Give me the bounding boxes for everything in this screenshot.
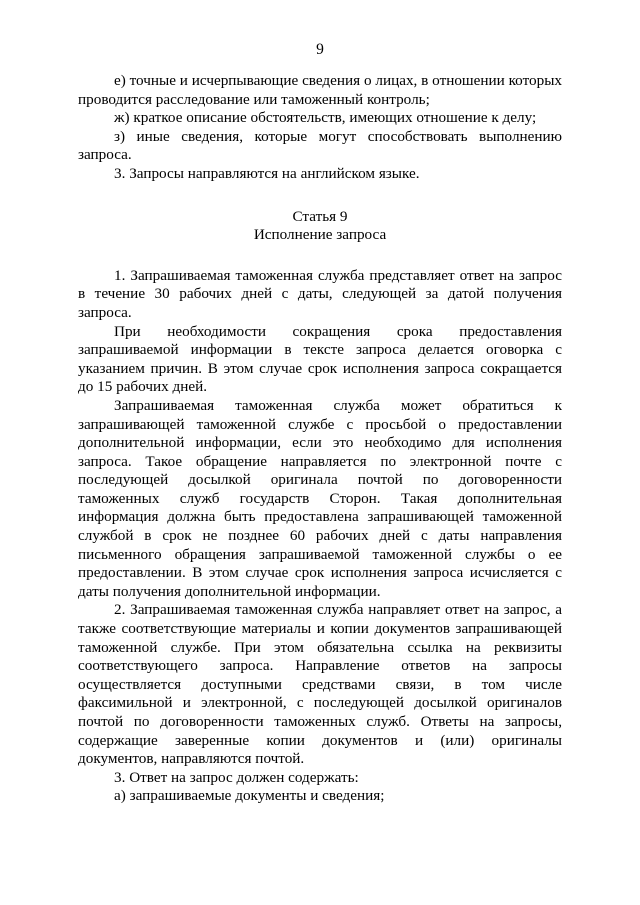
paragraph-item-z: з) иные сведения, которые могут способствовать выполнению запроса. (78, 127, 562, 164)
page-number: 9 (316, 41, 324, 58)
document-body (78, 72, 562, 806)
paragraph-additional-information: Запрашиваемая таможенная служба может обратиться к запрашивающей таможенной службе с просьбой о предоставлении дополнительной информации, если это необходимо для исполнения запроса. Такое обращение направляется по электронной почте с последующей досылкой оригинала почтой по договоренности таможенных служб государств Сторон. Такая дополнительная информация должна быть предоставлена запрашивающей таможенной службой в срок не позднее 60 рабочих дней с даты направления письменного обращения запрашиваемой таможенной службы о ее предоставлении. В этом случае срок исполнения запроса исчисляется с даты получения дополнительной информации. (78, 396, 562, 600)
paragraph-item-zh: ж) краткое описание обстоятельств, имеющих отношение к делу; (114, 109, 537, 127)
article-title: Исполнение запроса (253, 226, 387, 244)
paragraph-response-contents: 3. Ответ на запрос должен содержать: (114, 768, 359, 786)
paragraph-item-a: а) запрашиваемые документы и сведения; (114, 787, 385, 805)
paragraph-item-e: е) точные и исчерпывающие сведения о лицах, в отношении которых проводится расследование или таможенный контроль; (78, 72, 562, 108)
article-heading (78, 208, 562, 245)
heading-spacer (78, 245, 562, 267)
article-number: Статья 9 (292, 207, 348, 225)
paragraph-response-deadline: 1. Запрашиваемая таможенная служба представляет ответ на запрос в течение 30 рабочих дней с даты, следующей за датой получения запроса. (78, 266, 562, 321)
paragraph-shortened-deadline: При необходимости сокращения срока предоставления запрашиваемой информации в тексте запроса делается оговорка с указанием причин. В этом случае срок исполнения запроса сокращается до 15 рабочих дней. (78, 322, 562, 396)
paragraph-language-clause: 3. Запросы направляются на английском языке. (114, 164, 420, 182)
paragraph-response-delivery: 2. Запрашиваемая таможенная служба направляет ответ на запрос, а также соответствующие материалы и копии документов запрашивающей таможенной службе. При этом обязательна ссылка на реквизиты соответствующего запроса. Направление ответов на запросы осуществляется доступными средствами связи, в том числе факсимильной и электронной, с последующей досылкой оригиналов почтой по договоренности таможенных служб. Ответы на запросы, содержащие заверенные копии документов и (или) оригиналы документов, направляются почтой. (78, 601, 562, 768)
